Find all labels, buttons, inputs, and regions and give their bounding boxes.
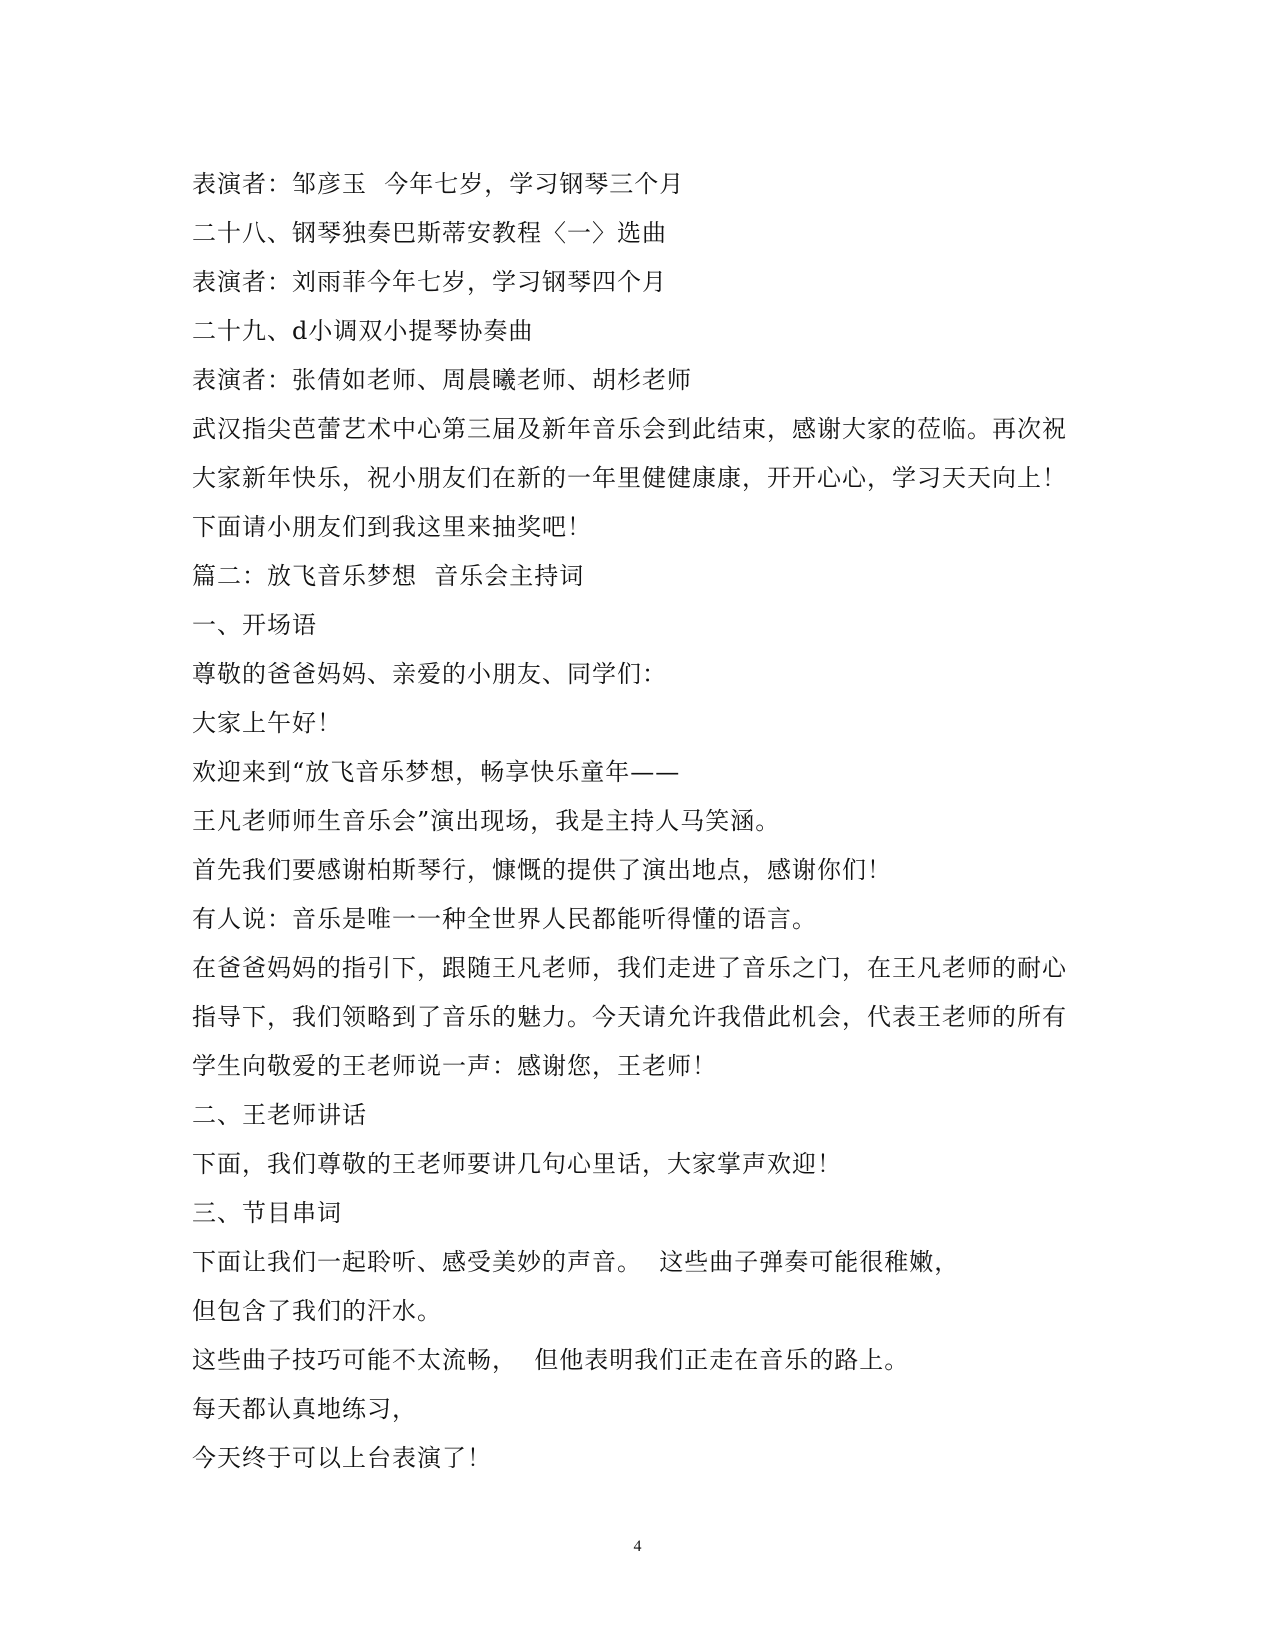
text-line: 尊敬的爸爸妈妈、亲爱的小朋友、同学们：: [192, 660, 667, 688]
text-line: 大家上午好！: [192, 709, 342, 737]
text-line: 二十八、钢琴独奏巴斯蒂安教程〈一〉选曲: [192, 219, 667, 247]
document-body: [192, 160, 1092, 1483]
text-line: 表演者：刘雨菲今年七岁，学习钢琴四个月: [192, 268, 667, 296]
text-line: 表演者：邹彦玉 今年七岁，学习钢琴三个月: [192, 170, 685, 198]
text-line: 这些曲子技巧可能不太流畅， 但他表明我们正走在音乐的路上。: [192, 1346, 910, 1374]
section-heading: 二、王老师讲话: [192, 1101, 367, 1129]
text-line: 武汉指尖芭蕾艺术中心第三届及新年音乐会到此结束，感谢大家的莅临。再次祝: [192, 415, 1067, 443]
text-line: 学生向敬爱的王老师说一声：感谢您，王老师！: [192, 1052, 717, 1080]
text-line: 下面，我们尊敬的王老师要讲几句心里话，大家掌声欢迎！: [192, 1150, 842, 1178]
text-line: 王凡老师师生音乐会”演出现场，我是主持人马笑涵。: [192, 807, 781, 835]
text-line: 欢迎来到“放飞音乐梦想，畅享快乐童年——: [192, 758, 681, 786]
section-heading: 一、开场语: [192, 611, 317, 639]
text-line: 每天都认真地练习，: [192, 1395, 417, 1423]
text-line: 在爸爸妈妈的指引下，跟随王凡老师，我们走进了音乐之门，在王凡老师的耐心: [192, 954, 1067, 982]
text-line: 表演者：张倩如老师、周晨曦老师、胡杉老师: [192, 366, 692, 394]
page-number: 4: [633, 1538, 642, 1555]
section-heading: 三、节目串词: [192, 1199, 342, 1227]
text-line: 首先我们要感谢柏斯琴行，慷慨的提供了演出地点，感谢你们！: [192, 856, 892, 884]
section-heading: 篇二：放飞音乐梦想 音乐会主持词: [192, 562, 585, 590]
text-line: 有人说：音乐是唯一一种全世界人民都能听得懂的语言。: [192, 905, 817, 933]
text-line: 但包含了我们的汗水。: [192, 1297, 442, 1325]
text-line: 大家新年快乐，祝小朋友们在新的一年里健健康康，开开心心，学习天天向上！: [192, 464, 1067, 492]
text-line: 下面请小朋友们到我这里来抽奖吧！: [192, 513, 592, 541]
text-line: 指导下，我们领略到了音乐的魅力。今天请允许我借此机会，代表王老师的所有: [192, 1003, 1067, 1031]
text-line: 今天终于可以上台表演了！: [192, 1444, 492, 1472]
text-line: 二十九、d小调双小提琴协奏曲: [192, 317, 534, 345]
text-line: 下面让我们一起聆听、感受美妙的声音。 这些曲子弹奏可能很稚嫩，: [192, 1248, 960, 1276]
